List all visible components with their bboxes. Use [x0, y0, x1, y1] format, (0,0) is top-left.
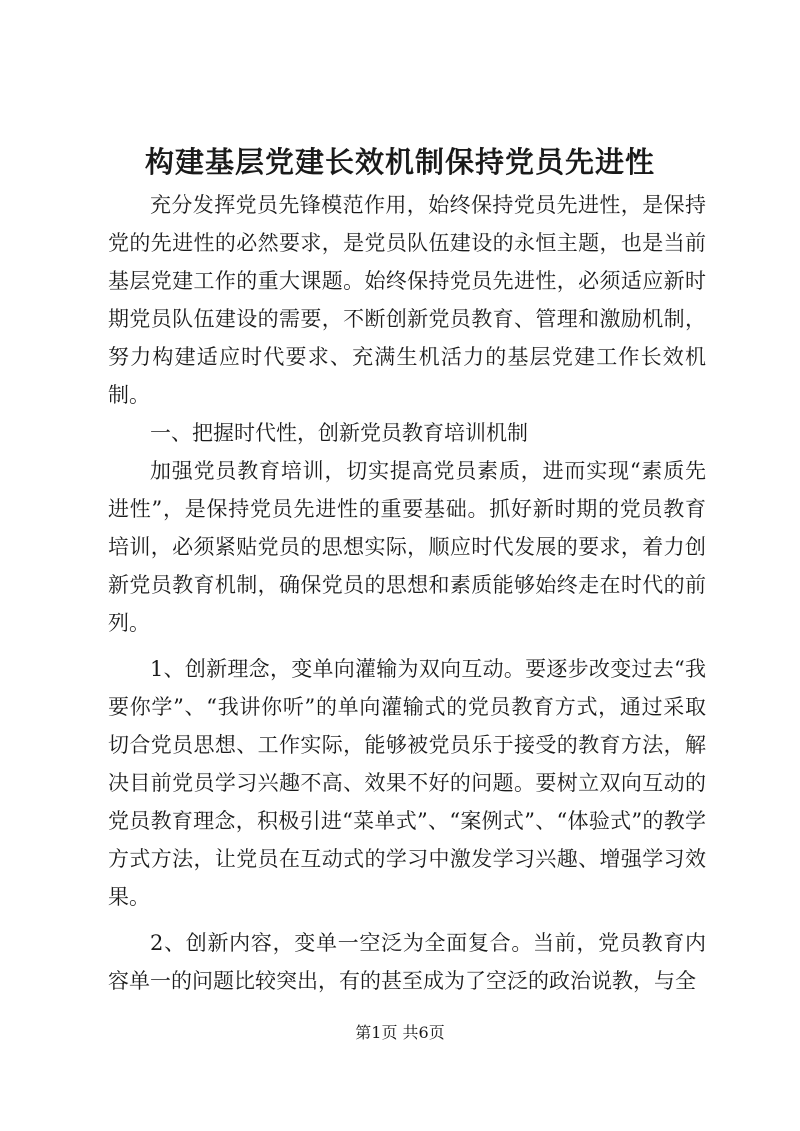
section-heading-1: 一、把握时代性，创新党员教育培训机制 — [150, 421, 528, 445]
document-body — [108, 186, 706, 1000]
paragraph-item-1: 1、创新理念，变单向灌输为双向互动。要逐步改变过去“我要你学”、“我讲你听”的单向灌输式的党员教育方式，通过采取切合党员思想、工作实际，能够被党员乐于接受的教育方法，解决目前党员学习兴趣不高、效果不好的问题。要树立双向互动的党员教育理念，积极引进“菜单式”、“案例式”、“体验式”的教学方式方法，让党员在互动式的学习中激发学习兴趣、增强学习效果。 — [108, 657, 706, 909]
paragraph-item-2: 2、创新内容，变单一空泛为全面复合。当前，党员教育内容单一的问题比较突出，有的甚至成为了空泛的政治说教，与全 — [108, 931, 706, 993]
paragraph-education: 加强党员教育培训，切实提高党员素质，进而实现“素质先进性”，是保持党员先进性的重要基础。抓好新时期的党员教育培训，必须紧贴党员的思想实际，顺应时代发展的要求，着力创新党员教育机制，确保党员的思想和素质能够始终走在时代的前列。 — [108, 459, 706, 635]
document-title: 构建基层党建长效机制保持党员先进性 — [144, 145, 655, 179]
page-number-footer: 第1页 共6页 — [355, 1023, 445, 1042]
paragraph-intro: 充分发挥党员先锋模范作用，始终保持党员先进性，是保持党的先进性的必然要求，是党员队伍建设的永恒主题，也是当前基层党建工作的重大课题。始终保持党员先进性，必须适应新时期党员队伍建设的需要，不断创新党员教育、管理和激励机制，努力构建适应时代要求、充满生机活力的基层党建工作长效机制。 — [108, 193, 706, 407]
